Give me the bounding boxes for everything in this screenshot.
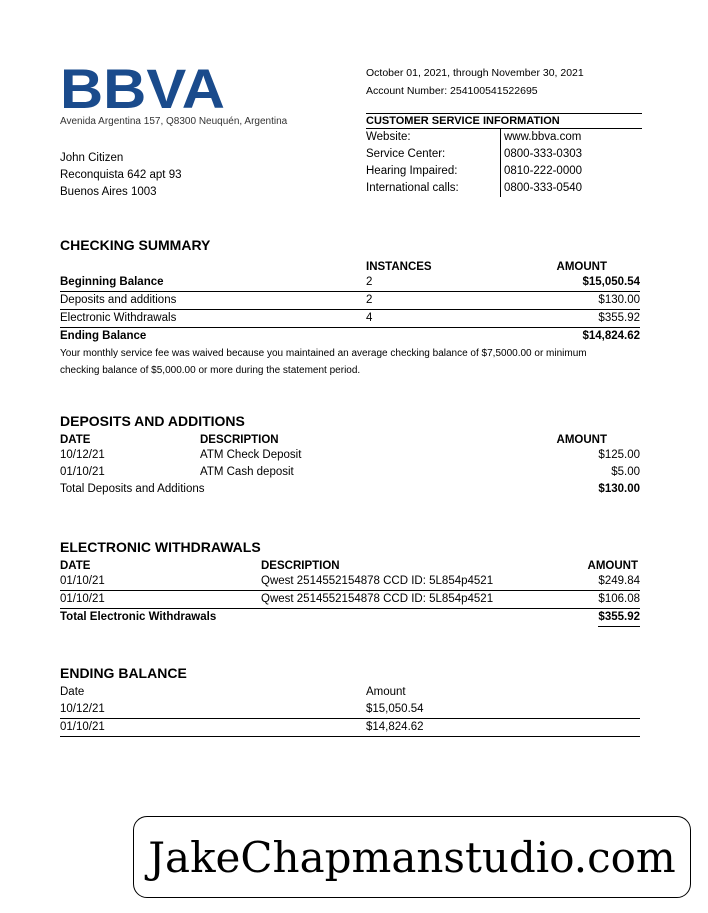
- customer-name: John Citizen: [60, 152, 124, 164]
- table-header: [60, 433, 640, 447]
- account-number: Account Number: 254100541522695: [366, 85, 538, 97]
- section-title: DEPOSITS AND ADDITIONS: [60, 413, 245, 429]
- bank-address: Avenida Argentina 157, Q8300 Neuquén, Argentina: [60, 116, 288, 127]
- table-header: [60, 559, 640, 573]
- row-description: ATM Cash deposit: [200, 466, 294, 478]
- col-date: DATE: [60, 434, 91, 446]
- customer-street: Reconquista 642 apt 93: [60, 169, 182, 181]
- bbva-logo: [60, 62, 230, 112]
- fee-note: [60, 345, 640, 379]
- section-title: CHECKING SUMMARY: [60, 237, 211, 253]
- table-row: [60, 292, 640, 309]
- col-description: DESCRIPTION: [261, 560, 340, 572]
- service-label: Service Center:: [366, 148, 446, 160]
- row-instances: 4: [366, 312, 373, 324]
- col-amount: AMOUNT: [556, 434, 607, 446]
- table-row: [60, 464, 640, 481]
- col-date: Date: [60, 686, 85, 698]
- service-label: Website:: [366, 131, 411, 143]
- customer-address: [60, 150, 181, 201]
- customer-service-heading: CUSTOMER SERVICE INFORMATION: [366, 113, 642, 129]
- table-row: [60, 573, 640, 591]
- col-date: DATE: [60, 560, 91, 572]
- row-date: 01/10/21: [60, 466, 105, 478]
- service-row: [366, 129, 642, 146]
- row-amount: $130.00: [598, 294, 640, 306]
- statement-period: October 01, 2021, through November 30, 2021: [366, 67, 584, 79]
- row-description: Qwest 2514552154878 CCD ID: 5L854p4521: [261, 593, 494, 605]
- row-label: Ending Balance: [60, 330, 147, 342]
- service-row: [366, 146, 642, 163]
- service-row: [366, 180, 642, 197]
- total-row: [60, 481, 640, 498]
- row-amount: $249.84: [598, 575, 640, 587]
- fee-note-line: checking balance of $5,000.00 or more during the statement period.: [60, 365, 361, 376]
- row-amount: $15,050.54: [582, 276, 640, 288]
- statement-info: [366, 64, 584, 100]
- deposits-section: [60, 413, 640, 498]
- svg-text:BBVA: BBVA: [60, 62, 225, 112]
- total-label: Total Deposits and Additions: [60, 483, 205, 495]
- row-instances: 2: [366, 294, 373, 306]
- total-amount: $130.00: [598, 483, 640, 495]
- row-amount: $125.00: [598, 449, 640, 461]
- row-amount: $14,824.62: [366, 721, 424, 733]
- row-instances: 2: [366, 276, 373, 288]
- row-description: Qwest 2514552154878 CCD ID: 5L854p4521: [261, 575, 494, 587]
- section-title: ENDING BALANCE: [60, 665, 187, 681]
- row-amount: $355.92: [598, 312, 640, 324]
- table-row: [60, 591, 640, 609]
- service-value: 0810-222-0000: [500, 163, 582, 180]
- col-amount: AMOUNT: [587, 560, 638, 572]
- col-description: DESCRIPTION: [200, 434, 279, 446]
- row-date: 01/10/21: [60, 721, 105, 733]
- row-label: Electronic Withdrawals: [60, 312, 177, 324]
- row-date: 01/10/21: [60, 593, 105, 605]
- service-value: 0800-333-0303: [500, 146, 582, 163]
- table-row: [60, 328, 640, 345]
- service-label: International calls:: [366, 182, 459, 194]
- service-value: 0800-333-0540: [500, 180, 582, 197]
- table-header: [60, 684, 640, 701]
- total-label: Total Electronic Withdrawals: [60, 611, 217, 623]
- customer-city: Buenos Aires 1003: [60, 186, 157, 198]
- row-amount: $14,824.62: [582, 330, 640, 342]
- row-label: Beginning Balance: [60, 276, 164, 288]
- table-row: [60, 274, 640, 292]
- row-amount: $106.08: [598, 593, 640, 605]
- table-header: [60, 260, 640, 274]
- table-row: [60, 719, 640, 737]
- table-row: [60, 701, 640, 719]
- row-date: 01/10/21: [60, 575, 105, 587]
- withdrawals-section: [60, 539, 640, 626]
- row-label: Deposits and additions: [60, 294, 177, 306]
- row-description: ATM Check Deposit: [200, 449, 302, 461]
- service-label: Hearing Impaired:: [366, 165, 458, 177]
- section-title: ELECTRONIC WITHDRAWALS: [60, 539, 261, 555]
- watermark: JakeChapmanstudio.com: [133, 816, 691, 898]
- checking-summary: [60, 237, 640, 379]
- total-row: [60, 609, 640, 626]
- ending-balance-section: [60, 665, 640, 737]
- table-row: [60, 447, 640, 464]
- row-amount: $15,050.54: [366, 703, 424, 715]
- row-amount: $5.00: [611, 466, 640, 478]
- col-instances: INSTANCES: [366, 261, 432, 273]
- col-amount: Amount: [366, 686, 406, 698]
- customer-service-box: [366, 113, 642, 197]
- service-row: [366, 163, 642, 180]
- table-row: [60, 309, 640, 328]
- col-amount: AMOUNT: [556, 261, 607, 273]
- fee-note-line: Your monthly service fee was waived because you maintained an average checking balance of $7,5000.00 or minimum: [60, 348, 587, 359]
- row-date: 10/12/21: [60, 703, 105, 715]
- row-date: 10/12/21: [60, 449, 105, 461]
- total-amount: $355.92: [598, 609, 640, 627]
- service-website[interactable]: www.bbva.com: [500, 129, 581, 146]
